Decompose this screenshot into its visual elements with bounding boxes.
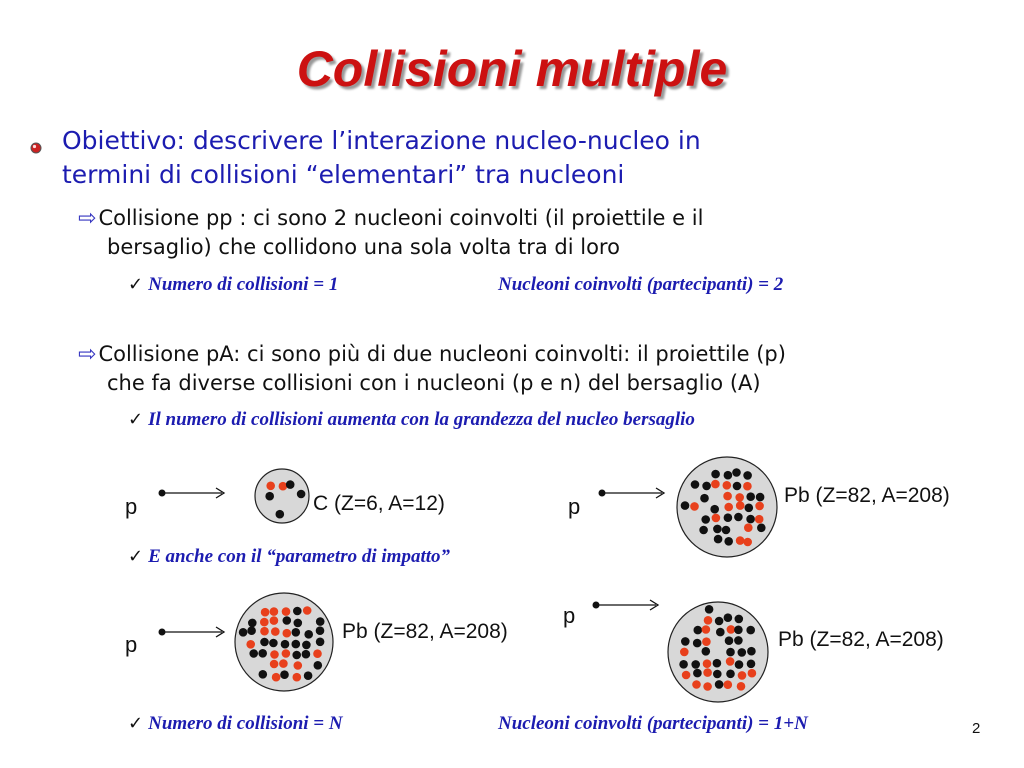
proton-dot xyxy=(293,673,302,682)
pa-check-row xyxy=(128,409,695,431)
neutron-dot xyxy=(734,513,743,522)
pp-line-2: bersaglio) che collidono una sola volta tra di loro xyxy=(107,235,620,259)
pa-collision-text xyxy=(78,340,786,398)
proton-dot xyxy=(737,682,746,691)
neutron-dot xyxy=(304,671,313,680)
neutron-dot xyxy=(757,524,766,533)
neutron-dot xyxy=(724,513,733,522)
carbon-label: C (Z=6, A=12) xyxy=(313,492,445,515)
neutron-dot xyxy=(292,651,301,660)
proton-dot xyxy=(690,502,699,511)
neutron-dot xyxy=(713,670,722,679)
neutron-dot xyxy=(715,617,724,626)
neutron-dot xyxy=(294,619,303,628)
neutron-dot xyxy=(724,471,733,480)
proton-dot xyxy=(279,482,288,491)
proton-dot xyxy=(736,536,745,545)
lead-nucleus-3 xyxy=(0,0,1,1)
neutron-dot xyxy=(259,670,268,679)
proton-dot xyxy=(272,673,281,682)
proton-dot xyxy=(260,618,269,627)
proton-dot xyxy=(726,657,735,666)
impact-check-row xyxy=(128,546,450,568)
proton-dot xyxy=(270,607,279,616)
impact-check-text: E anche con il “parametro di impatto” xyxy=(148,546,450,567)
neutron-dot xyxy=(239,628,248,637)
neutron-dot xyxy=(681,501,690,510)
neutron-dot xyxy=(247,626,256,635)
neutron-dot xyxy=(293,607,302,616)
neutron-dot xyxy=(725,636,734,645)
neutron-dot xyxy=(722,526,731,535)
neutron-dot xyxy=(693,669,702,678)
neutron-dot xyxy=(724,537,733,546)
neutron-dot xyxy=(745,504,754,513)
neutron-dot xyxy=(734,636,743,645)
neutron-dot xyxy=(713,659,722,668)
neutron-dot xyxy=(265,492,274,501)
proton-dot xyxy=(271,627,280,636)
pp-line-1: Collisione pp : ci sono 2 nucleoni coinvolti (il proiettile e il xyxy=(98,206,704,230)
proton-dot xyxy=(270,650,279,659)
neutron-dot xyxy=(283,616,292,625)
proton-dot xyxy=(279,659,288,668)
neutron-dot xyxy=(700,494,709,503)
proton-dot xyxy=(738,671,747,680)
projectile-label: p xyxy=(568,494,581,519)
neutron-dot xyxy=(726,670,735,679)
neutron-dot xyxy=(702,647,711,656)
neutron-dot xyxy=(746,515,755,524)
neutron-dot xyxy=(743,471,752,480)
proton-dot xyxy=(704,616,713,625)
neutron-dot xyxy=(258,649,267,658)
hollow-arrow-icon: ⇨ xyxy=(78,342,97,367)
proton-dot xyxy=(266,482,275,491)
slide-title: Collisioni multiple xyxy=(296,41,728,97)
proton-dot xyxy=(724,503,733,512)
proton-dot xyxy=(735,493,744,502)
objective-line-2: termini di collisioni “elementari” tra nucleoni xyxy=(62,160,625,189)
neutron-dot xyxy=(699,526,708,535)
neutron-dot xyxy=(693,639,702,648)
neutron-dot xyxy=(747,660,756,669)
neutron-dot xyxy=(280,670,289,679)
proton-dot xyxy=(303,606,312,615)
neutron-dot xyxy=(679,660,688,669)
objective-line-1: Obiettivo: descrivere l’interazione nucleo-nucleo in xyxy=(62,126,701,155)
projectile-label: p xyxy=(563,603,576,628)
neutron-dot xyxy=(691,480,700,489)
proton-dot xyxy=(727,625,736,634)
pa-line-1: Collisione pA: ci sono più di due nucleoni coinvolti: il proiettile (p) xyxy=(98,342,786,366)
pp-collision-text xyxy=(78,204,703,262)
neutron-dot xyxy=(732,468,741,477)
neutron-dot xyxy=(713,525,722,534)
neutron-dot xyxy=(702,482,711,491)
lead-label-2: Pb (Z=82, A=208) xyxy=(342,620,508,643)
neutron-dot xyxy=(302,641,311,650)
neutron-dot xyxy=(705,605,714,614)
projectile-arrow-3 xyxy=(158,625,228,639)
pp-participants: Nucleoni coinvolti (partecipanti) = 2 xyxy=(498,274,784,295)
proton-dot xyxy=(723,492,732,501)
checkmark-icon: ✓ xyxy=(128,546,144,567)
lead-label-3: Pb (Z=82, A=208) xyxy=(778,628,944,651)
neutron-dot xyxy=(286,480,295,489)
neutron-dot xyxy=(716,628,725,637)
proton-dot xyxy=(703,668,712,677)
final-collisions: Numero di collisioni = N xyxy=(148,713,343,734)
proton-dot xyxy=(736,501,745,510)
checkmark-icon: ✓ xyxy=(128,274,144,295)
proton-dot xyxy=(260,627,269,636)
proton-dot xyxy=(294,661,303,670)
neutron-dot xyxy=(248,619,257,628)
neutron-dot xyxy=(711,470,720,479)
proton-dot xyxy=(744,523,753,532)
proton-dot xyxy=(743,482,752,491)
proton-dot xyxy=(711,480,720,489)
neutron-dot xyxy=(715,680,724,689)
neutron-dot xyxy=(746,492,755,501)
neutron-dot xyxy=(281,640,290,649)
neutron-dot xyxy=(726,648,735,657)
neutron-dot xyxy=(302,650,311,659)
neutron-dot xyxy=(691,660,700,669)
proton-dot xyxy=(702,637,711,646)
neutron-dot xyxy=(316,626,325,635)
neutron-dot xyxy=(710,505,719,514)
proton-dot xyxy=(748,669,757,678)
neutron-dot xyxy=(292,628,301,637)
proton-dot xyxy=(261,608,270,617)
neutron-dot xyxy=(714,535,723,544)
proton-dot xyxy=(282,649,291,658)
neutron-dot xyxy=(747,647,756,656)
projectile-arrow-2 xyxy=(598,486,668,500)
proton-dot xyxy=(702,625,711,634)
neutron-dot xyxy=(738,648,747,657)
proton-dot xyxy=(755,502,764,511)
lead-label-1: Pb (Z=82, A=208) xyxy=(784,484,950,507)
neutron-dot xyxy=(314,661,323,670)
proton-dot xyxy=(723,481,732,490)
proton-dot xyxy=(755,515,764,524)
neutron-dot xyxy=(681,637,690,646)
neutron-dot xyxy=(746,626,755,635)
neutron-dot xyxy=(724,613,733,622)
proton-dot xyxy=(283,629,292,638)
projectile-label: p xyxy=(125,494,138,519)
projectile-arrow-1 xyxy=(158,486,228,500)
proton-dot xyxy=(282,607,291,616)
proton-dot xyxy=(682,671,691,680)
neutron-dot xyxy=(249,649,258,658)
pa-check-text: Il numero di collisioni aumenta con la grandezza del nucleo bersaglio xyxy=(148,409,695,430)
proton-dot xyxy=(743,538,752,547)
final-participants: Nucleoni coinvolti (partecipanti) = 1+N xyxy=(498,713,808,734)
neutron-dot xyxy=(297,490,306,499)
projectile-label: p xyxy=(125,632,138,657)
pp-collisions: Numero di collisioni = 1 xyxy=(148,274,339,295)
proton-dot xyxy=(270,616,279,625)
neutron-dot xyxy=(735,660,744,669)
neutron-dot xyxy=(316,638,325,647)
checkmark-icon: ✓ xyxy=(128,713,144,734)
proton-dot xyxy=(313,649,322,658)
checkmark-icon: ✓ xyxy=(128,409,144,430)
neutron-dot xyxy=(276,510,285,519)
neutron-dot xyxy=(735,615,744,624)
neutron-dot xyxy=(733,482,742,491)
projectile-arrow-4 xyxy=(592,598,662,612)
proton-dot xyxy=(703,682,712,691)
pp-check-row xyxy=(128,274,338,296)
final-check-row xyxy=(128,713,343,735)
neutron-dot xyxy=(756,493,765,502)
neutron-dot xyxy=(316,617,325,626)
neutron-dot xyxy=(260,638,269,647)
red-sphere-bullet-icon xyxy=(30,142,42,154)
proton-dot xyxy=(692,680,701,689)
neutron-dot xyxy=(304,630,313,639)
page-number: 2 xyxy=(972,720,981,737)
hollow-arrow-icon: ⇨ xyxy=(78,206,97,231)
neutron-dot xyxy=(734,626,743,635)
proton-dot xyxy=(712,514,721,523)
proton-dot xyxy=(270,660,279,669)
proton-dot xyxy=(724,680,733,689)
neutron-dot xyxy=(269,639,278,648)
neutron-dot xyxy=(292,640,301,649)
neutron-dot xyxy=(694,626,703,635)
objective-text xyxy=(62,124,701,192)
proton-dot xyxy=(680,648,689,657)
proton-dot xyxy=(246,640,255,649)
proton-dot xyxy=(703,659,712,668)
pa-line-2: che fa diverse collisioni con i nucleoni (p e n) del bersaglio (A) xyxy=(107,371,761,395)
neutron-dot xyxy=(701,515,710,524)
